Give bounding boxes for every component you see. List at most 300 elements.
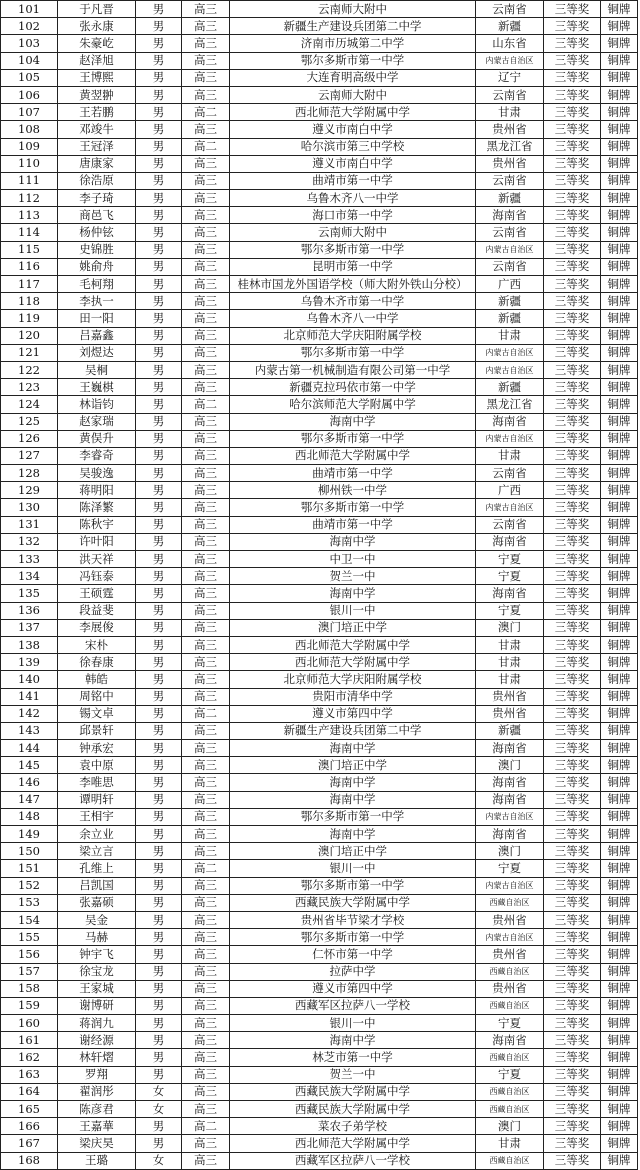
medal-cell: 铜牌 <box>601 499 638 516</box>
table-row <box>1 654 638 671</box>
table-row <box>1 843 638 860</box>
gender-cell: 男 <box>136 826 182 843</box>
table-row <box>1 207 638 224</box>
name-cell: 周铭中 <box>58 688 136 705</box>
grade-cell: 高三 <box>182 568 230 585</box>
school-cell: 西藏军区拉萨八一学校 <box>230 997 476 1014</box>
school-cell: 内蒙古第一机械制造有限公司第一中学 <box>230 361 476 378</box>
grade-cell: 高三 <box>182 18 230 35</box>
province-cell: 云南省 <box>476 465 544 482</box>
name-cell: 于凡晋 <box>58 1 136 18</box>
province-cell: 贵州省 <box>476 705 544 722</box>
gender-cell: 男 <box>136 568 182 585</box>
school-cell: 曲靖市第一中学 <box>230 465 476 482</box>
award-cell: 三等奖 <box>544 791 601 808</box>
rank-cell: 168 <box>1 1152 58 1169</box>
grade-cell: 高二 <box>182 138 230 155</box>
province-cell: 甘肃 <box>476 671 544 688</box>
award-cell: 三等奖 <box>544 52 601 69</box>
province-cell: 新疆 <box>476 18 544 35</box>
gender-cell: 男 <box>136 190 182 207</box>
table-row <box>1 190 638 207</box>
grade-cell: 高二 <box>182 1118 230 1135</box>
school-cell: 海南中学 <box>230 1032 476 1049</box>
grade-cell: 高三 <box>182 344 230 361</box>
gender-cell: 男 <box>136 327 182 344</box>
school-cell: 西北师范大学附属中学 <box>230 654 476 671</box>
rank-cell: 115 <box>1 241 58 258</box>
grade-cell: 高三 <box>182 533 230 550</box>
school-cell: 西藏军区拉萨八一学校 <box>230 1152 476 1169</box>
school-cell: 海南中学 <box>230 791 476 808</box>
gender-cell: 男 <box>136 740 182 757</box>
rank-cell: 166 <box>1 1118 58 1135</box>
province-cell: 甘肃 <box>476 447 544 464</box>
rank-cell: 147 <box>1 791 58 808</box>
province-cell: 山东省 <box>476 35 544 52</box>
province-cell: 西藏自治区 <box>476 1101 544 1118</box>
award-cell: 三等奖 <box>544 516 601 533</box>
table-row <box>1 138 638 155</box>
rank-cell: 130 <box>1 499 58 516</box>
grade-cell: 高三 <box>182 276 230 293</box>
gender-cell: 男 <box>136 18 182 35</box>
gender-cell: 男 <box>136 585 182 602</box>
table-row <box>1 860 638 877</box>
province-cell: 甘肃 <box>476 327 544 344</box>
name-cell: 王冠泽 <box>58 138 136 155</box>
province-cell: 西藏自治区 <box>476 1152 544 1169</box>
table-row <box>1 258 638 275</box>
rank-cell: 132 <box>1 533 58 550</box>
province-cell: 黑龙江省 <box>476 138 544 155</box>
school-cell: 西北师范大学附属中学 <box>230 636 476 653</box>
medal-cell: 铜牌 <box>601 619 638 636</box>
school-cell: 银川一中 <box>230 1015 476 1032</box>
province-cell: 贵州省 <box>476 155 544 172</box>
medal-cell: 铜牌 <box>601 276 638 293</box>
school-cell: 桂林市国龙外国语学校（师大附外铁山分校） <box>230 276 476 293</box>
school-cell: 海南中学 <box>230 533 476 550</box>
award-cell: 三等奖 <box>544 740 601 757</box>
medal-cell: 铜牌 <box>601 1032 638 1049</box>
medal-cell: 铜牌 <box>601 241 638 258</box>
school-cell: 澳门培正中学 <box>230 757 476 774</box>
award-cell: 三等奖 <box>544 224 601 241</box>
medal-cell: 铜牌 <box>601 465 638 482</box>
rank-cell: 139 <box>1 654 58 671</box>
province-cell: 云南省 <box>476 224 544 241</box>
rank-cell: 118 <box>1 293 58 310</box>
medal-cell: 铜牌 <box>601 1152 638 1169</box>
medal-cell: 铜牌 <box>601 396 638 413</box>
province-cell: 澳门 <box>476 757 544 774</box>
medal-cell: 铜牌 <box>601 379 638 396</box>
name-cell: 田一阳 <box>58 310 136 327</box>
gender-cell: 男 <box>136 705 182 722</box>
province-cell: 贵州省 <box>476 911 544 928</box>
name-cell: 唐康家 <box>58 155 136 172</box>
award-cell: 三等奖 <box>544 86 601 103</box>
medal-cell: 铜牌 <box>601 1083 638 1100</box>
rank-cell: 124 <box>1 396 58 413</box>
table-row <box>1 172 638 189</box>
table-row <box>1 533 638 550</box>
grade-cell: 高二 <box>182 705 230 722</box>
medal-cell: 铜牌 <box>601 997 638 1014</box>
name-cell: 陈彦君 <box>58 1101 136 1118</box>
table-row <box>1 430 638 447</box>
rank-cell: 156 <box>1 946 58 963</box>
name-cell: 王硕霆 <box>58 585 136 602</box>
medal-cell: 铜牌 <box>601 35 638 52</box>
province-cell: 宁夏 <box>476 568 544 585</box>
table-row <box>1 465 638 482</box>
award-cell: 三等奖 <box>544 757 601 774</box>
school-cell: 拉萨中学 <box>230 963 476 980</box>
grade-cell: 高三 <box>182 1135 230 1152</box>
province-cell: 海南省 <box>476 791 544 808</box>
gender-cell: 男 <box>136 980 182 997</box>
gender-cell: 男 <box>136 722 182 739</box>
school-cell: 遵义市南白中学 <box>230 155 476 172</box>
name-cell: 吴骏逸 <box>58 465 136 482</box>
table-row <box>1 722 638 739</box>
name-cell: 翟润彤 <box>58 1083 136 1100</box>
grade-cell: 高三 <box>182 413 230 430</box>
medal-cell: 铜牌 <box>601 413 638 430</box>
school-cell: 海南中学 <box>230 826 476 843</box>
rank-cell: 138 <box>1 636 58 653</box>
grade-cell: 高三 <box>182 121 230 138</box>
province-cell: 海南省 <box>476 207 544 224</box>
grade-cell: 高三 <box>182 379 230 396</box>
award-cell: 三等奖 <box>544 894 601 911</box>
medal-cell: 铜牌 <box>601 551 638 568</box>
table-row <box>1 482 638 499</box>
school-cell: 大连育明高级中学 <box>230 69 476 86</box>
school-cell: 银川一中 <box>230 602 476 619</box>
medal-cell: 铜牌 <box>601 946 638 963</box>
table-row <box>1 585 638 602</box>
rank-cell: 140 <box>1 671 58 688</box>
name-cell: 袁中原 <box>58 757 136 774</box>
award-cell: 三等奖 <box>544 241 601 258</box>
gender-cell: 男 <box>136 293 182 310</box>
rank-cell: 164 <box>1 1083 58 1100</box>
table-row <box>1 877 638 894</box>
name-cell: 吕嘉鑫 <box>58 327 136 344</box>
grade-cell: 高三 <box>182 946 230 963</box>
table-row <box>1 911 638 928</box>
grade-cell: 高三 <box>182 877 230 894</box>
grade-cell: 高三 <box>182 293 230 310</box>
province-cell: 内蒙古自治区 <box>476 361 544 378</box>
table-row <box>1 774 638 791</box>
rank-cell: 131 <box>1 516 58 533</box>
school-cell: 西藏民族大学附属中学 <box>230 894 476 911</box>
province-cell: 西藏自治区 <box>476 894 544 911</box>
rank-cell: 154 <box>1 911 58 928</box>
rank-cell: 143 <box>1 722 58 739</box>
gender-cell: 男 <box>136 86 182 103</box>
grade-cell: 高三 <box>182 52 230 69</box>
rank-cell: 165 <box>1 1101 58 1118</box>
school-cell: 贵州省毕节梁才学校 <box>230 911 476 928</box>
province-cell: 新疆 <box>476 190 544 207</box>
table-row <box>1 344 638 361</box>
gender-cell: 男 <box>136 482 182 499</box>
grade-cell: 高三 <box>182 465 230 482</box>
school-cell: 北京师范大学庆阳附属学校 <box>230 671 476 688</box>
gender-cell: 男 <box>136 361 182 378</box>
name-cell: 林诣钧 <box>58 396 136 413</box>
rank-cell: 113 <box>1 207 58 224</box>
province-cell: 内蒙古自治区 <box>476 344 544 361</box>
rank-cell: 167 <box>1 1135 58 1152</box>
table-row <box>1 705 638 722</box>
medal-cell: 铜牌 <box>601 791 638 808</box>
name-cell: 蒋润九 <box>58 1015 136 1032</box>
medal-cell: 铜牌 <box>601 860 638 877</box>
award-cell: 三等奖 <box>544 207 601 224</box>
grade-cell: 高三 <box>182 207 230 224</box>
table-row <box>1 1083 638 1100</box>
grade-cell: 高三 <box>182 757 230 774</box>
medal-cell: 铜牌 <box>601 636 638 653</box>
table-row <box>1 619 638 636</box>
school-cell: 新疆生产建设兵团第二中学 <box>230 18 476 35</box>
rank-cell: 114 <box>1 224 58 241</box>
gender-cell: 男 <box>136 654 182 671</box>
award-cell: 三等奖 <box>544 1 601 18</box>
medal-cell: 铜牌 <box>601 18 638 35</box>
grade-cell: 高三 <box>182 551 230 568</box>
name-cell: 张嘉硕 <box>58 894 136 911</box>
award-cell: 三等奖 <box>544 1015 601 1032</box>
gender-cell: 男 <box>136 946 182 963</box>
table-row <box>1 894 638 911</box>
rank-cell: 120 <box>1 327 58 344</box>
gender-cell: 女 <box>136 1083 182 1100</box>
gender-cell: 男 <box>136 533 182 550</box>
table-row <box>1 826 638 843</box>
province-cell: 新疆 <box>476 310 544 327</box>
name-cell: 谢经源 <box>58 1032 136 1049</box>
gender-cell: 男 <box>136 963 182 980</box>
grade-cell: 高三 <box>182 499 230 516</box>
award-cell: 三等奖 <box>544 602 601 619</box>
gender-cell: 男 <box>136 344 182 361</box>
table-row <box>1 568 638 585</box>
award-cell: 三等奖 <box>544 722 601 739</box>
name-cell: 冯钰泰 <box>58 568 136 585</box>
grade-cell: 高二 <box>182 860 230 877</box>
name-cell: 黄翌翀 <box>58 86 136 103</box>
grade-cell: 高三 <box>182 894 230 911</box>
medal-cell: 铜牌 <box>601 69 638 86</box>
table-row <box>1 980 638 997</box>
school-cell: 西北师范大学附属中学 <box>230 1135 476 1152</box>
school-cell: 西藏民族大学附属中学 <box>230 1101 476 1118</box>
table-row <box>1 35 638 52</box>
medal-cell: 铜牌 <box>601 224 638 241</box>
gender-cell: 男 <box>136 894 182 911</box>
gender-cell: 男 <box>136 138 182 155</box>
province-cell: 贵州省 <box>476 121 544 138</box>
award-cell: 三等奖 <box>544 361 601 378</box>
award-cell: 三等奖 <box>544 705 601 722</box>
gender-cell: 女 <box>136 1152 182 1169</box>
table-row <box>1 104 638 121</box>
grade-cell: 高三 <box>182 808 230 825</box>
medal-cell: 铜牌 <box>601 585 638 602</box>
rank-cell: 157 <box>1 963 58 980</box>
award-cell: 三等奖 <box>544 499 601 516</box>
province-cell: 新疆 <box>476 722 544 739</box>
grade-cell: 高三 <box>182 155 230 172</box>
gender-cell: 男 <box>136 929 182 946</box>
medal-cell: 铜牌 <box>601 293 638 310</box>
name-cell: 陈秋宇 <box>58 516 136 533</box>
table-row <box>1 636 638 653</box>
award-cell: 三等奖 <box>544 585 601 602</box>
medal-cell: 铜牌 <box>601 671 638 688</box>
school-cell: 银川一中 <box>230 860 476 877</box>
medal-cell: 铜牌 <box>601 533 638 550</box>
award-cell: 三等奖 <box>544 1101 601 1118</box>
grade-cell: 高三 <box>182 1101 230 1118</box>
grade-cell: 高三 <box>182 1083 230 1100</box>
school-cell: 贺兰一中 <box>230 568 476 585</box>
grade-cell: 高三 <box>182 843 230 860</box>
table-row <box>1 757 638 774</box>
rank-cell: 160 <box>1 1015 58 1032</box>
gender-cell: 男 <box>136 997 182 1014</box>
province-cell: 内蒙古自治区 <box>476 877 544 894</box>
gender-cell: 男 <box>136 172 182 189</box>
award-cell: 三等奖 <box>544 1118 601 1135</box>
table-row <box>1 499 638 516</box>
gender-cell: 男 <box>136 671 182 688</box>
award-cell: 三等奖 <box>544 413 601 430</box>
medal-cell: 铜牌 <box>601 310 638 327</box>
gender-cell: 男 <box>136 1066 182 1083</box>
table-row <box>1 293 638 310</box>
rank-cell: 142 <box>1 705 58 722</box>
award-cell: 三等奖 <box>544 1032 601 1049</box>
table-row <box>1 379 638 396</box>
name-cell: 徐宝龙 <box>58 963 136 980</box>
rank-cell: 133 <box>1 551 58 568</box>
medal-cell: 铜牌 <box>601 138 638 155</box>
table-row <box>1 1032 638 1049</box>
grade-cell: 高三 <box>182 636 230 653</box>
province-cell: 海南省 <box>476 413 544 430</box>
school-cell: 海南中学 <box>230 740 476 757</box>
name-cell: 邱景轩 <box>58 722 136 739</box>
province-cell: 内蒙古自治区 <box>476 808 544 825</box>
school-cell: 海南中学 <box>230 413 476 430</box>
grade-cell: 高三 <box>182 224 230 241</box>
table-row <box>1 155 638 172</box>
province-cell: 甘肃 <box>476 1135 544 1152</box>
name-cell: 罗翔 <box>58 1066 136 1083</box>
award-cell: 三等奖 <box>544 327 601 344</box>
medal-cell: 铜牌 <box>601 121 638 138</box>
medal-cell: 铜牌 <box>601 1135 638 1152</box>
table-row <box>1 997 638 1014</box>
province-cell: 澳门 <box>476 1118 544 1135</box>
award-cell: 三等奖 <box>544 465 601 482</box>
school-cell: 新疆克拉玛依市第一中学 <box>230 379 476 396</box>
award-cell: 三等奖 <box>544 843 601 860</box>
medal-cell: 铜牌 <box>601 722 638 739</box>
gender-cell: 男 <box>136 207 182 224</box>
grade-cell: 高二 <box>182 104 230 121</box>
table-row <box>1 1101 638 1118</box>
rank-cell: 127 <box>1 447 58 464</box>
rank-cell: 122 <box>1 361 58 378</box>
award-cell: 三等奖 <box>544 997 601 1014</box>
gender-cell: 男 <box>136 619 182 636</box>
award-cell: 三等奖 <box>544 946 601 963</box>
table-row <box>1 121 638 138</box>
province-cell: 西藏自治区 <box>476 963 544 980</box>
province-cell: 新疆 <box>476 379 544 396</box>
school-cell: 新疆生产建设兵团第二中学 <box>230 722 476 739</box>
name-cell: 刘煜达 <box>58 344 136 361</box>
school-cell: 鄂尔多斯市第一中学 <box>230 499 476 516</box>
rank-cell: 149 <box>1 826 58 843</box>
school-cell: 鄂尔多斯市第一中学 <box>230 929 476 946</box>
grade-cell: 高三 <box>182 241 230 258</box>
gender-cell: 男 <box>136 121 182 138</box>
award-cell: 三等奖 <box>544 1049 601 1066</box>
gender-cell: 男 <box>136 155 182 172</box>
grade-cell: 高三 <box>182 69 230 86</box>
grade-cell: 高三 <box>182 516 230 533</box>
table-row <box>1 791 638 808</box>
province-cell: 西藏自治区 <box>476 1049 544 1066</box>
name-cell: 陈泽繁 <box>58 499 136 516</box>
medal-cell: 铜牌 <box>601 1015 638 1032</box>
name-cell: 梁庆昊 <box>58 1135 136 1152</box>
grade-cell: 高三 <box>182 1032 230 1049</box>
name-cell: 王巍棋 <box>58 379 136 396</box>
award-cell: 三等奖 <box>544 963 601 980</box>
school-cell: 曲靖市第一中学 <box>230 172 476 189</box>
grade-cell: 高三 <box>182 791 230 808</box>
award-cell: 三等奖 <box>544 447 601 464</box>
rank-cell: 146 <box>1 774 58 791</box>
school-cell: 林芝市第一中学 <box>230 1049 476 1066</box>
grade-cell: 高三 <box>182 482 230 499</box>
name-cell: 蒋明阳 <box>58 482 136 499</box>
medal-cell: 铜牌 <box>601 1 638 18</box>
school-cell: 哈尔滨师范大学附属中学 <box>230 396 476 413</box>
gender-cell: 男 <box>136 276 182 293</box>
rank-cell: 152 <box>1 877 58 894</box>
school-cell: 鄂尔多斯市第一中学 <box>230 430 476 447</box>
table-row <box>1 808 638 825</box>
school-cell: 济南市历城第二中学 <box>230 35 476 52</box>
gender-cell: 男 <box>136 1049 182 1066</box>
medal-cell: 铜牌 <box>601 482 638 499</box>
rank-cell: 107 <box>1 104 58 121</box>
province-cell: 澳门 <box>476 619 544 636</box>
school-cell: 遵义市第四中学 <box>230 980 476 997</box>
